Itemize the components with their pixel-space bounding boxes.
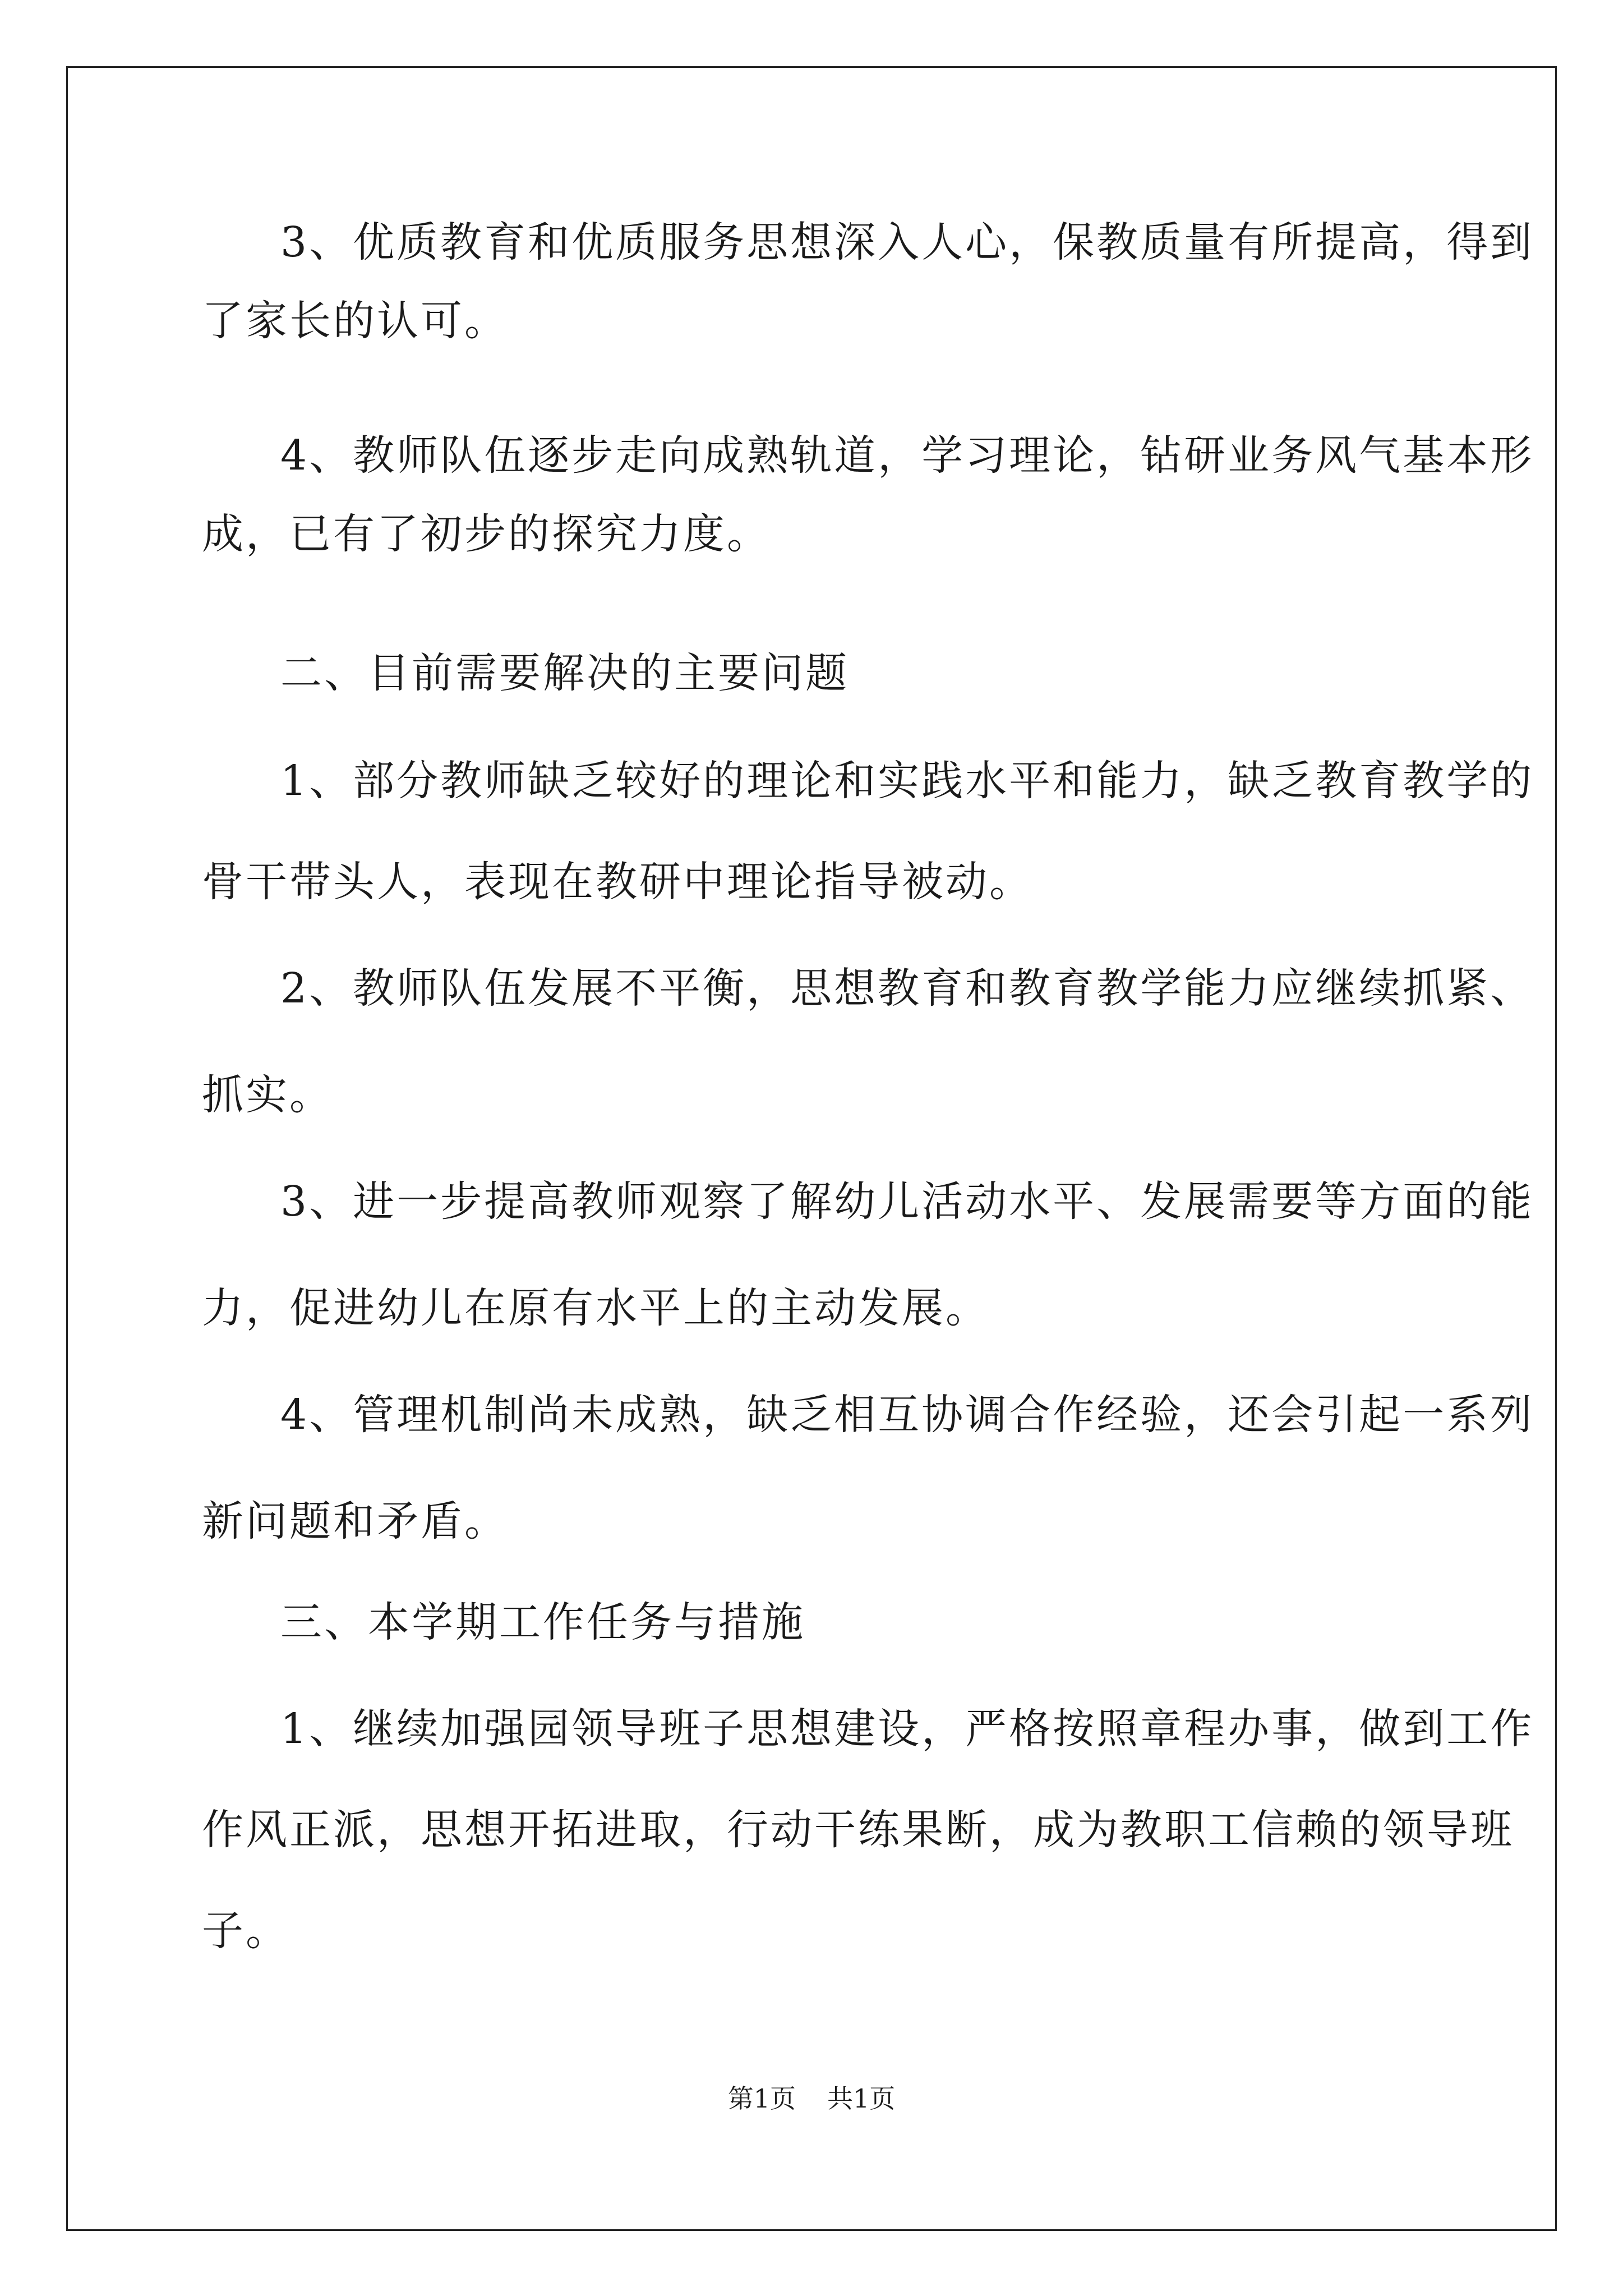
text-line: 1、继续加强园领导班子思想建设，严格按照章程办事，做到工作 — [280, 1705, 1534, 1753]
section-heading: 二、目前需要解决的主要问题 — [280, 649, 849, 697]
text-line: 4、教师队伍逐步走向成熟轨道，学习理论，钻研业务风气基本形 — [280, 431, 1534, 480]
text-line: 了家长的认可。 — [202, 297, 508, 345]
text-line: 3、优质教育和优质服务思想深入人心，保教质量有所提高，得到 — [280, 218, 1534, 266]
page-border — [66, 66, 1557, 2231]
text-line: 新问题和矛盾。 — [202, 1497, 508, 1545]
text-line: 骨干带头人，表现在教研中理论指导被动。 — [202, 858, 1033, 906]
text-line: 力，促进幼儿在原有水平上的主动发展。 — [202, 1284, 989, 1332]
page-footer — [0, 2083, 1623, 2114]
text-line: 1、部分教师缺乏较好的理论和实践水平和能力，缺乏教育教学的 — [280, 757, 1534, 805]
text-line: 2、教师队伍发展不平衡，思想教育和教育教学能力应继续抓紧、 — [280, 964, 1534, 1013]
text-line: 成，已有了初步的探究力度。 — [202, 510, 771, 558]
text-line: 子。 — [202, 1907, 289, 1955]
text-line: 3、进一步提高教师观察了解幼儿活动水平、发展需要等方面的能 — [280, 1177, 1534, 1226]
section-heading: 三、本学期工作任务与措施 — [280, 1598, 805, 1646]
page-total: 共1页 — [827, 2083, 896, 2114]
text-line: 抓实。 — [202, 1071, 333, 1119]
text-line: 4、管理机制尚未成熟，缺乏相互协调合作经验，还会引起一系列 — [280, 1391, 1534, 1439]
text-line: 作风正派，思想开拓进取，行动干练果断，成为教职工信赖的领导班 — [202, 1806, 1514, 1854]
page-number: 第1页 — [727, 2083, 796, 2114]
